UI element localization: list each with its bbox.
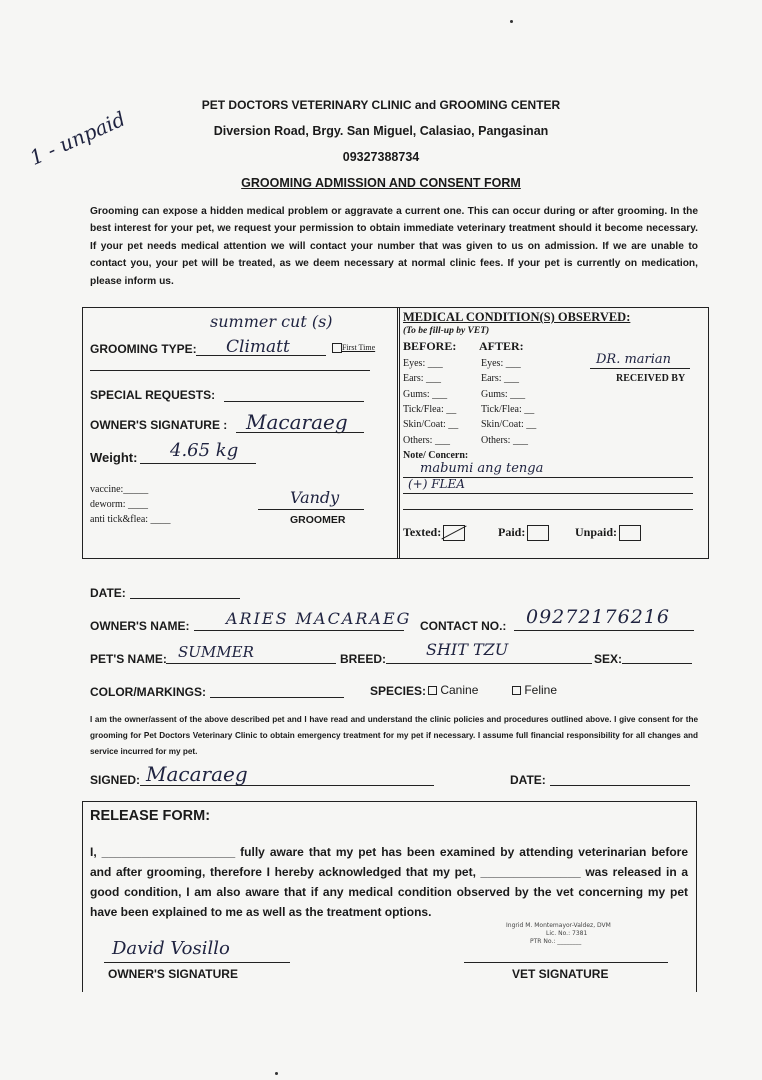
after-label: AFTER:: [479, 339, 524, 353]
after-gums: Gums: ___: [481, 389, 526, 400]
weight-label: Weight:: [90, 450, 138, 465]
vet-stamp-lic: Lic. No.: 7381: [546, 930, 588, 937]
pet-name-line: [166, 663, 336, 664]
margin-note: 1 - unpaid: [26, 106, 129, 170]
signed-line: [140, 785, 434, 786]
scan-speck: [275, 1072, 278, 1075]
received-by-name: DR. marian: [596, 352, 672, 367]
medical-title: MEDICAL CONDITION(S) OBSERVED:: [403, 310, 631, 324]
deworm-label: deworm: ____: [90, 499, 149, 510]
unpaid-checkbox[interactable]: [575, 525, 641, 541]
weight-value: 4.65 kg: [170, 440, 239, 461]
breed-label: BREED:: [340, 652, 387, 666]
after-skincoat: Skin/Coat: __: [481, 419, 537, 430]
grooming-type-label: GROOMING TYPE:: [90, 342, 197, 356]
note-line-1: mabumi ang tenga: [420, 461, 544, 476]
vet-sig-line: [464, 962, 668, 963]
texted-box[interactable]: [443, 525, 465, 541]
vaccine-label: vaccine:_____: [90, 484, 149, 495]
species-label: SPECIES:: [370, 684, 427, 698]
signed-label: SIGNED:: [90, 773, 141, 787]
clinic-phone: 09327388734: [342, 150, 420, 164]
scan-speck: [510, 20, 513, 23]
before-gums: Gums: ___: [403, 389, 448, 400]
sex-line: [622, 663, 692, 664]
owner-sig-value: David Vosillo: [112, 938, 230, 959]
texted-checkbox[interactable]: [403, 525, 465, 541]
owner-name-label: OWNER'S NAME:: [90, 619, 190, 633]
clinic-address: Diversion Road, Brgy. San Miguel, Calasiao, Pangasinan: [213, 124, 549, 138]
vet-stamp: [506, 922, 611, 946]
feline-option[interactable]: [512, 683, 557, 697]
color-line: [210, 697, 344, 698]
before-skincoat: Skin/Coat: __: [403, 419, 459, 430]
owner-sig-line: [104, 962, 290, 963]
weight-line: [140, 463, 256, 464]
note-rule-2: [403, 493, 693, 494]
before-ears: Ears: ___: [403, 373, 442, 384]
paid-box[interactable]: [527, 525, 549, 541]
date-line: [130, 598, 240, 599]
owner-name-line: [194, 630, 404, 631]
before-others: Others: ___: [403, 435, 450, 446]
breed-line: [386, 663, 592, 664]
canine-label: Canine: [440, 683, 479, 697]
after-eyes: Eyes: ___: [481, 358, 521, 369]
pet-name-label: PET'S NAME:: [90, 652, 167, 666]
grooming-type-value-1: summer cut (s): [210, 312, 333, 331]
unpaid-box[interactable]: [619, 525, 641, 541]
paid-label: Paid:: [498, 525, 526, 539]
canine-option[interactable]: [428, 683, 478, 697]
before-tickflea: Tick/Flea: __: [403, 404, 457, 415]
intro-paragraph: Grooming can expose a hidden medical problem or aggravate a current one. This can occur during or after grooming. In the best interest for your pet, we request your permission to obtain immediate veterinary treatment should it become necessary. If your pet needs medical attention we will contact your number that was given to us on admission. If we are unable to contact you, your pet will be treated, as we deem necessary at normal clinic fees. If your pet is currently on medication, please inform us.: [90, 206, 698, 287]
owner-signature-value: Macaraeg: [246, 410, 348, 434]
owner-name-value: ARIES MACARAEG: [226, 609, 412, 628]
medical-subtitle: (To be fill-up by VET): [403, 326, 490, 336]
after-tickflea: Tick/Flea: __: [481, 404, 535, 415]
received-by-line: [590, 368, 690, 369]
special-requests-label: SPECIAL REQUESTS:: [90, 388, 216, 402]
breed-value: SHIT TZU: [426, 640, 509, 659]
release-title: RELEASE FORM:: [90, 808, 211, 824]
after-others: Others: ___: [481, 435, 528, 446]
vet-stamp-name: Ingrid M. Montemayor-Valdez, DVM: [506, 922, 611, 929]
grooming-type-value-2: Climatt: [226, 337, 290, 357]
groomer-label: GROOMER: [290, 514, 346, 526]
texted-label: Texted:: [403, 525, 442, 539]
form-title: GROOMING ADMISSION AND CONSENT FORM: [241, 176, 521, 190]
clinic-name: PET DOCTORS VETERINARY CLINIC and GROOMING CENTER: [201, 98, 561, 112]
received-by-label: RECEIVED BY: [616, 373, 686, 384]
contact-line: [514, 630, 694, 631]
unpaid-label: Unpaid:: [575, 525, 618, 539]
before-label: BEFORE:: [403, 339, 457, 353]
antitick-label: anti tick&flea: ____: [90, 514, 171, 525]
release-paragraph: I, ____________________ fully aware that my pet has been examined by attending veterinarian before and after grooming, therefore I hereby acknowledged that my pet, _______________ was released in a good condition, I am also aware that if any medical condition observed by the vet concerning my pet have been explained to me as well as the treatment options.: [90, 845, 688, 919]
feline-label: Feline: [524, 683, 558, 697]
owner-signature-label: OWNER'S SIGNATURE :: [90, 418, 228, 432]
vet-stamp-ptr: PTR No.: ________: [530, 938, 582, 945]
color-label: COLOR/MARKINGS:: [90, 685, 206, 699]
note-line-2: (+) FLEA: [408, 477, 465, 491]
date-label: DATE:: [90, 586, 126, 600]
groomer-name: Vandy: [290, 488, 340, 507]
signed-value: Macaraeg: [146, 762, 248, 786]
pet-name-value: SUMMER: [178, 643, 254, 661]
owner-sig-label: OWNER'S SIGNATURE: [108, 967, 238, 981]
signed-date-label: DATE:: [510, 773, 546, 787]
paid-checkbox[interactable]: [498, 525, 549, 541]
note-rule-3: [403, 509, 693, 510]
after-ears: Ears: ___: [481, 373, 520, 384]
vet-sig-label: VET SIGNATURE: [512, 967, 609, 981]
signed-date-line: [550, 785, 690, 786]
owner-signature-line: [236, 432, 364, 433]
before-eyes: Eyes: ___: [403, 358, 443, 369]
first-time-checkbox[interactable]: [332, 343, 375, 353]
sex-label: SEX:: [594, 652, 623, 666]
groomer-line: [258, 509, 364, 510]
contact-value: 09272176216: [526, 606, 670, 628]
special-requests-line: [224, 401, 364, 402]
note-label: Note/ Concern:: [403, 450, 469, 461]
first-time-label: First Time: [342, 343, 376, 352]
consent-paragraph: I am the owner/assent of the above described pet and I have read and understand the clinic policies and procedures outlined above. I give consent for the grooming for Pet Doctors Veterinary Clinic to obtain emergency treatment for my pet if necessary. I assume full financial responsibility for all changes and service incurred for my pet.: [90, 715, 698, 756]
grooming-extra-line: [90, 370, 370, 371]
contact-label: CONTACT NO.:: [420, 619, 507, 633]
